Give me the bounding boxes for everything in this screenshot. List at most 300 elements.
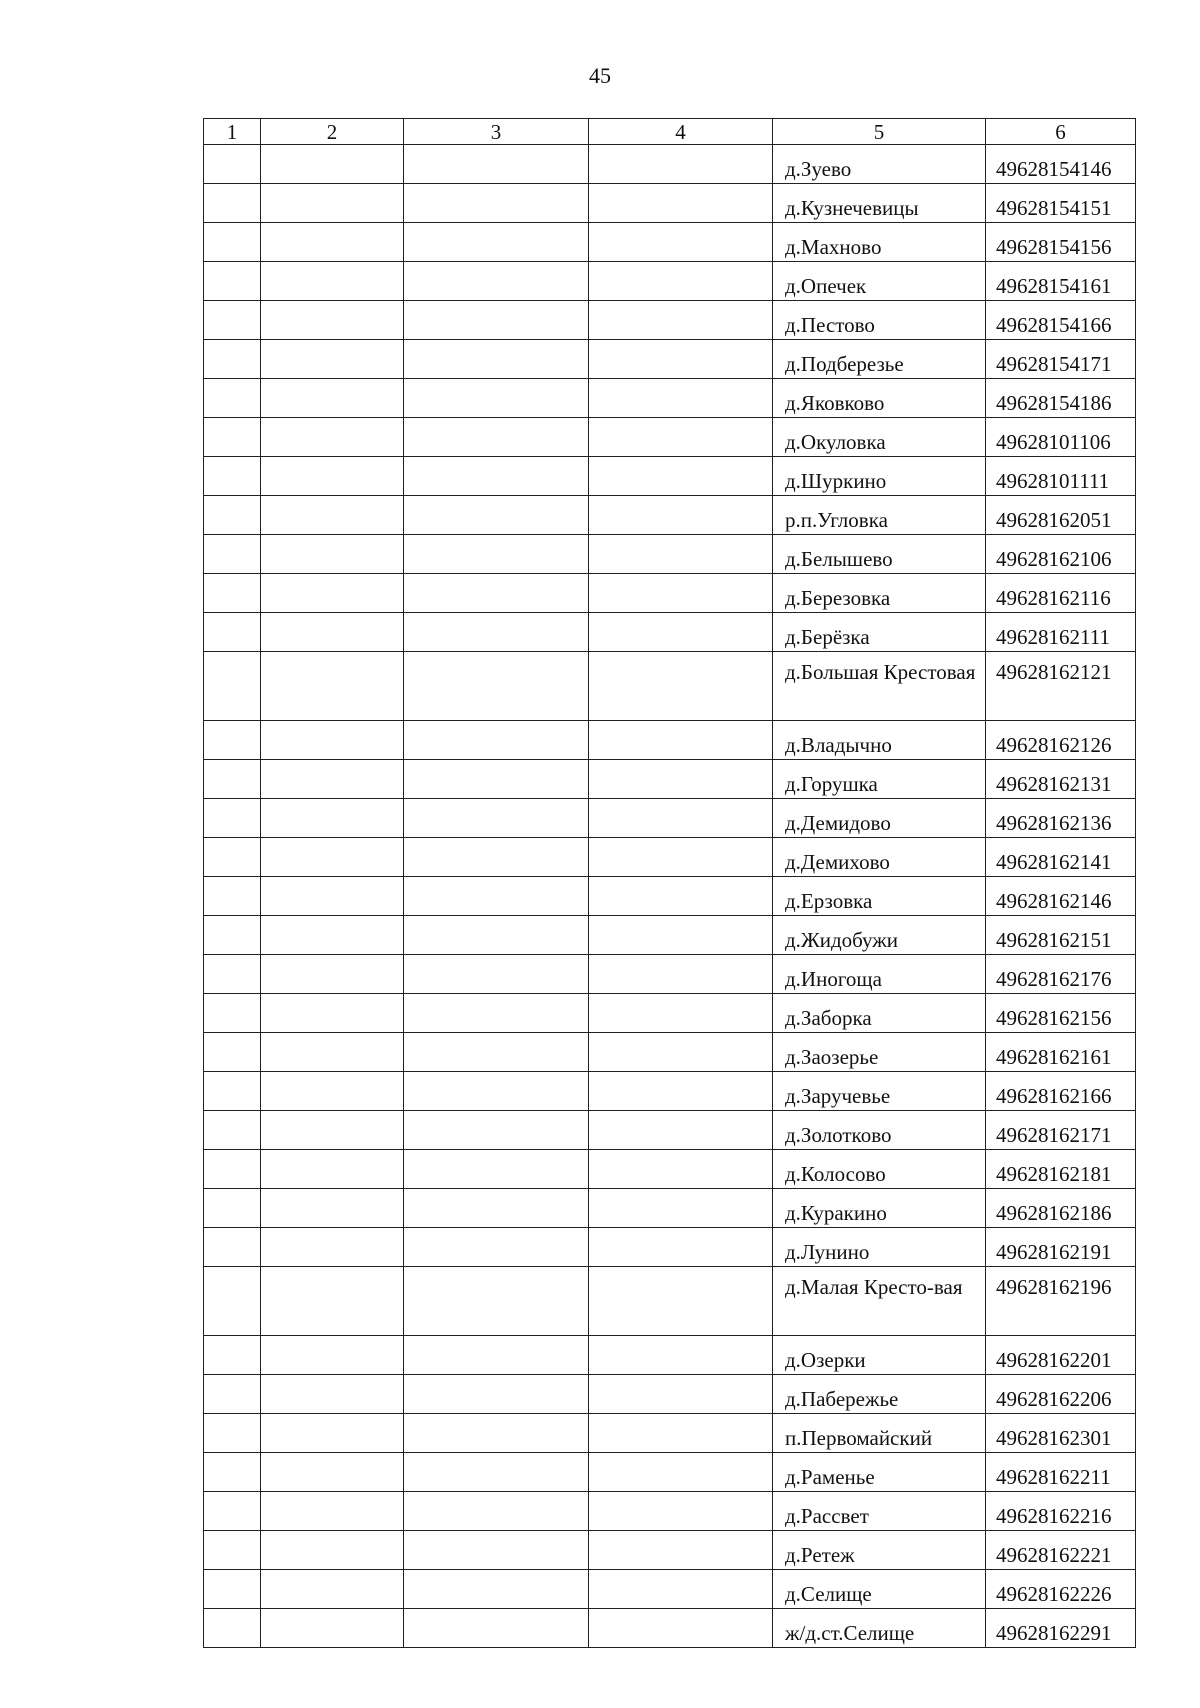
settlement-name: ж/д.ст.Селище: [785, 1621, 915, 1645]
oktmo-code: 49628162106: [996, 547, 1112, 571]
oktmo-code-cell: [986, 1228, 1136, 1267]
settlement-name-cell: [773, 799, 986, 838]
empty-cell-col-3: [404, 613, 589, 652]
oktmo-code-cell: [986, 184, 1136, 223]
empty-cell-col-1: [204, 1375, 261, 1414]
empty-cell-col-2: [261, 1111, 404, 1150]
empty-cell-col-3: [404, 1150, 589, 1189]
settlement-name: д.Окуловка: [785, 430, 886, 454]
empty-cell-col-4: [589, 535, 773, 574]
settlement-name-cell: [773, 1111, 986, 1150]
empty-cell-col-4: [589, 955, 773, 994]
empty-cell-col-3: [404, 496, 589, 535]
empty-cell-col-4: [589, 1375, 773, 1414]
empty-cell-col-1: [204, 145, 261, 184]
empty-cell-col-4: [589, 760, 773, 799]
oktmo-code-cell: [986, 877, 1136, 916]
table-row: [204, 1033, 1136, 1072]
empty-cell-col-3: [404, 1111, 589, 1150]
table-row: [204, 1531, 1136, 1570]
settlement-name-cell: [773, 262, 986, 301]
empty-cell-col-2: [261, 1570, 404, 1609]
empty-cell-col-2: [261, 955, 404, 994]
empty-cell-col-1: [204, 916, 261, 955]
empty-cell-col-1: [204, 613, 261, 652]
empty-cell-col-2: [261, 1228, 404, 1267]
settlement-name-cell: [773, 574, 986, 613]
empty-cell-col-4: [589, 340, 773, 379]
empty-cell-col-3: [404, 1033, 589, 1072]
empty-cell-col-1: [204, 652, 261, 721]
empty-cell-col-3: [404, 1609, 589, 1648]
settlement-name: д.Ерзовка: [785, 889, 873, 913]
empty-cell-col-4: [589, 496, 773, 535]
table-row: [204, 1492, 1136, 1531]
settlement-name-cell: [773, 1189, 986, 1228]
empty-cell-col-3: [404, 145, 589, 184]
empty-cell-col-2: [261, 838, 404, 877]
column-header-2: 2: [261, 119, 404, 145]
empty-cell-col-3: [404, 1531, 589, 1570]
empty-cell-col-3: [404, 1336, 589, 1375]
empty-cell-col-1: [204, 301, 261, 340]
table-row: [204, 1414, 1136, 1453]
table-row: [204, 535, 1136, 574]
table-row: [204, 1189, 1136, 1228]
settlement-name: д.Раменье: [785, 1465, 875, 1489]
empty-cell-col-2: [261, 457, 404, 496]
empty-cell-col-2: [261, 799, 404, 838]
empty-cell-col-1: [204, 340, 261, 379]
oktmo-code-cell: [986, 1072, 1136, 1111]
settlement-name: п.Первомайский: [785, 1426, 933, 1450]
empty-cell-col-4: [589, 652, 773, 721]
oktmo-code: 49628162206: [996, 1387, 1112, 1411]
settlement-name: д.Кузнечевицы: [785, 196, 919, 220]
page-number: 45: [589, 63, 611, 88]
empty-cell-col-2: [261, 340, 404, 379]
table-row: [204, 721, 1136, 760]
oktmo-code-cell: [986, 262, 1136, 301]
column-header-4: 4: [589, 119, 773, 145]
empty-cell-col-4: [589, 1453, 773, 1492]
empty-cell-col-4: [589, 1033, 773, 1072]
settlement-name: д.Берёзка: [785, 625, 870, 649]
oktmo-code-cell: [986, 994, 1136, 1033]
empty-cell-col-3: [404, 574, 589, 613]
empty-cell-col-4: [589, 574, 773, 613]
table-row: [204, 994, 1136, 1033]
empty-cell-col-3: [404, 877, 589, 916]
oktmo-code: 49628101106: [996, 430, 1111, 454]
empty-cell-col-3: [404, 418, 589, 457]
settlement-name-cell: [773, 1033, 986, 1072]
table-row: [204, 457, 1136, 496]
settlement-name-cell: [773, 535, 986, 574]
empty-cell-col-2: [261, 613, 404, 652]
oktmo-code: 49628162166: [996, 1084, 1112, 1108]
oktmo-code-cell: [986, 379, 1136, 418]
empty-cell-col-2: [261, 262, 404, 301]
table-row: [204, 1609, 1136, 1648]
empty-cell-col-2: [261, 1609, 404, 1648]
oktmo-code-cell: [986, 1453, 1136, 1492]
oktmo-code: 49628154151: [996, 196, 1112, 220]
empty-cell-col-2: [261, 1189, 404, 1228]
empty-cell-col-2: [261, 145, 404, 184]
settlement-name: д.Пабережье: [785, 1387, 899, 1411]
empty-cell-col-2: [261, 1072, 404, 1111]
settlement-name-cell: [773, 838, 986, 877]
empty-cell-col-3: [404, 994, 589, 1033]
empty-cell-col-4: [589, 877, 773, 916]
settlement-name-cell: [773, 184, 986, 223]
settlement-name-cell: [773, 721, 986, 760]
empty-cell-col-4: [589, 1531, 773, 1570]
empty-cell-col-4: [589, 457, 773, 496]
table-row: [204, 613, 1136, 652]
oktmo-code: 49628162221: [996, 1543, 1112, 1567]
settlement-name-cell: [773, 1570, 986, 1609]
empty-cell-col-3: [404, 1453, 589, 1492]
settlement-name: д.Демихово: [785, 850, 890, 874]
empty-cell-col-1: [204, 1414, 261, 1453]
empty-cell-col-2: [261, 652, 404, 721]
settlement-name: д.Озерки: [785, 1348, 866, 1372]
settlement-name-cell: [773, 340, 986, 379]
empty-cell-col-2: [261, 379, 404, 418]
empty-cell-col-1: [204, 1570, 261, 1609]
table-row: [204, 379, 1136, 418]
oktmo-code-cell: [986, 838, 1136, 877]
empty-cell-col-2: [261, 721, 404, 760]
empty-cell-col-2: [261, 877, 404, 916]
empty-cell-col-2: [261, 574, 404, 613]
empty-cell-col-3: [404, 838, 589, 877]
empty-cell-col-1: [204, 1111, 261, 1150]
empty-cell-col-1: [204, 1609, 261, 1648]
oktmo-code-cell: [986, 721, 1136, 760]
empty-cell-col-1: [204, 877, 261, 916]
table-row: [204, 838, 1136, 877]
table-row: [204, 652, 1136, 721]
empty-cell-col-1: [204, 1189, 261, 1228]
settlement-name: д.Рассвет: [785, 1504, 869, 1528]
table-row: [204, 1375, 1136, 1414]
table-row: [204, 1072, 1136, 1111]
oktmo-code: 49628162211: [996, 1465, 1111, 1489]
settlement-name: д.Горушка: [785, 772, 878, 796]
settlement-name-cell: [773, 1267, 986, 1336]
settlement-name: д.Малая Кресто-вая: [785, 1275, 963, 1299]
oktmo-code: 49628162226: [996, 1582, 1112, 1606]
empty-cell-col-3: [404, 1072, 589, 1111]
table-header-row: [204, 119, 1136, 145]
oktmo-code-cell: [986, 496, 1136, 535]
oktmo-code-cell: [986, 1033, 1136, 1072]
empty-cell-col-4: [589, 799, 773, 838]
table-row: [204, 916, 1136, 955]
empty-cell-col-2: [261, 535, 404, 574]
empty-cell-col-4: [589, 1189, 773, 1228]
oktmo-code-cell: [986, 145, 1136, 184]
oktmo-code-cell: [986, 1492, 1136, 1531]
table-row: [204, 1267, 1136, 1336]
empty-cell-col-4: [589, 223, 773, 262]
empty-cell-col-4: [589, 1267, 773, 1336]
settlement-name: д.Шуркино: [785, 469, 887, 493]
oktmo-code: 49628154146: [996, 157, 1112, 181]
oktmo-code: 49628162141: [996, 850, 1112, 874]
oktmo-code-cell: [986, 340, 1136, 379]
empty-cell-col-1: [204, 1072, 261, 1111]
empty-cell-col-4: [589, 379, 773, 418]
oktmo-code: 49628162136: [996, 811, 1112, 835]
oktmo-code-cell: [986, 574, 1136, 613]
oktmo-code: 49628154166: [996, 313, 1112, 337]
empty-cell-col-2: [261, 1414, 404, 1453]
empty-cell-col-4: [589, 916, 773, 955]
oktmo-code-cell: [986, 457, 1136, 496]
table-row: [204, 574, 1136, 613]
table-row: [204, 955, 1136, 994]
oktmo-code: 49628162111: [996, 625, 1110, 649]
settlement-name: д.Заручевье: [785, 1084, 891, 1108]
empty-cell-col-4: [589, 184, 773, 223]
oktmo-code-cell: [986, 916, 1136, 955]
oktmo-code: 49628162156: [996, 1006, 1112, 1030]
settlement-name-cell: [773, 916, 986, 955]
settlement-name-cell: [773, 1414, 986, 1453]
empty-cell-col-3: [404, 1189, 589, 1228]
settlement-name: д.Белышево: [785, 547, 893, 571]
oktmo-code: 49628162291: [996, 1621, 1112, 1645]
table-row: [204, 262, 1136, 301]
table-row: [204, 418, 1136, 457]
settlement-name-cell: [773, 613, 986, 652]
empty-cell-col-2: [261, 1150, 404, 1189]
empty-cell-col-4: [589, 613, 773, 652]
settlement-name: д.Лунино: [785, 1240, 870, 1264]
empty-cell-col-1: [204, 379, 261, 418]
table-body: [204, 145, 1136, 1648]
empty-cell-col-4: [589, 838, 773, 877]
oktmo-code-cell: [986, 1570, 1136, 1609]
oktmo-code: 49628162176: [996, 967, 1112, 991]
table-row: [204, 1111, 1136, 1150]
settlements-table: [203, 118, 1136, 1648]
empty-cell-col-3: [404, 1570, 589, 1609]
empty-cell-col-4: [589, 1336, 773, 1375]
empty-cell-col-1: [204, 1531, 261, 1570]
settlement-name-cell: [773, 1609, 986, 1648]
empty-cell-col-3: [404, 301, 589, 340]
settlement-name: д.Селище: [785, 1582, 872, 1606]
oktmo-code-cell: [986, 1189, 1136, 1228]
empty-cell-col-3: [404, 184, 589, 223]
empty-cell-col-2: [261, 1375, 404, 1414]
oktmo-code: 49628162216: [996, 1504, 1112, 1528]
oktmo-code: 49628162146: [996, 889, 1112, 913]
settlement-name: д.Владычно: [785, 733, 892, 757]
settlement-name: д.Жидобужи: [785, 928, 899, 952]
settlement-name: д.Пестово: [785, 313, 875, 337]
empty-cell-col-4: [589, 262, 773, 301]
empty-cell-col-3: [404, 1414, 589, 1453]
settlement-name-cell: [773, 877, 986, 916]
table-row: [204, 1453, 1136, 1492]
oktmo-code: 49628162301: [996, 1426, 1112, 1450]
empty-cell-col-4: [589, 1414, 773, 1453]
table-row: [204, 145, 1136, 184]
settlement-name-cell: [773, 652, 986, 721]
empty-cell-col-3: [404, 652, 589, 721]
table-row: [204, 223, 1136, 262]
oktmo-code-cell: [986, 301, 1136, 340]
empty-cell-col-2: [261, 1531, 404, 1570]
empty-cell-col-2: [261, 1033, 404, 1072]
empty-cell-col-2: [261, 760, 404, 799]
table-row: [204, 1150, 1136, 1189]
empty-cell-col-4: [589, 1609, 773, 1648]
empty-cell-col-1: [204, 1267, 261, 1336]
settlement-name-cell: [773, 1072, 986, 1111]
empty-cell-col-3: [404, 457, 589, 496]
settlement-name: д.Яковково: [785, 391, 885, 415]
oktmo-code-cell: [986, 1609, 1136, 1648]
oktmo-code-cell: [986, 613, 1136, 652]
oktmo-code-cell: [986, 418, 1136, 457]
empty-cell-col-2: [261, 916, 404, 955]
settlement-name-cell: [773, 496, 986, 535]
table-row: [204, 1228, 1136, 1267]
empty-cell-col-1: [204, 1228, 261, 1267]
empty-cell-col-2: [261, 496, 404, 535]
empty-cell-col-1: [204, 760, 261, 799]
empty-cell-col-3: [404, 1375, 589, 1414]
empty-cell-col-3: [404, 379, 589, 418]
empty-cell-col-4: [589, 721, 773, 760]
empty-cell-col-3: [404, 535, 589, 574]
table-row: [204, 877, 1136, 916]
oktmo-code: 49628162116: [996, 586, 1111, 610]
table-row: [204, 184, 1136, 223]
empty-cell-col-4: [589, 1570, 773, 1609]
empty-cell-col-3: [404, 262, 589, 301]
oktmo-code: 49628162186: [996, 1201, 1112, 1225]
empty-cell-col-1: [204, 994, 261, 1033]
empty-cell-col-1: [204, 457, 261, 496]
settlement-name-cell: [773, 1150, 986, 1189]
empty-cell-col-4: [589, 1228, 773, 1267]
settlement-name: д.Большая Крестовая: [785, 660, 976, 684]
oktmo-code: 49628162121: [996, 660, 1112, 684]
oktmo-code-cell: [986, 535, 1136, 574]
settlement-name-cell: [773, 145, 986, 184]
empty-cell-col-4: [589, 1150, 773, 1189]
settlement-name: д.Колосово: [785, 1162, 886, 1186]
oktmo-code-cell: [986, 1414, 1136, 1453]
empty-cell-col-1: [204, 1336, 261, 1375]
oktmo-code: 49628162151: [996, 928, 1112, 952]
settlement-name-cell: [773, 1492, 986, 1531]
empty-cell-col-1: [204, 1033, 261, 1072]
oktmo-code: 49628154161: [996, 274, 1112, 298]
empty-cell-col-1: [204, 418, 261, 457]
oktmo-code: 49628162171: [996, 1123, 1112, 1147]
empty-cell-col-4: [589, 1492, 773, 1531]
settlement-name: д.Подберезье: [785, 352, 904, 376]
empty-cell-col-2: [261, 301, 404, 340]
empty-cell-col-1: [204, 1453, 261, 1492]
oktmo-code-cell: [986, 1111, 1136, 1150]
settlement-name-cell: [773, 1375, 986, 1414]
oktmo-code: 49628162196: [996, 1275, 1112, 1299]
empty-cell-col-1: [204, 535, 261, 574]
settlement-name: д.Куракино: [785, 1201, 887, 1225]
oktmo-code: 49628154156: [996, 235, 1112, 259]
empty-cell-col-4: [589, 301, 773, 340]
empty-cell-col-2: [261, 1492, 404, 1531]
settlement-name: д.Золотково: [785, 1123, 892, 1147]
settlement-name: д.Махново: [785, 235, 882, 259]
table-row: [204, 1336, 1136, 1375]
oktmo-code-cell: [986, 799, 1136, 838]
empty-cell-col-4: [589, 1072, 773, 1111]
oktmo-code: 49628154171: [996, 352, 1112, 376]
empty-cell-col-2: [261, 184, 404, 223]
empty-cell-col-4: [589, 1111, 773, 1150]
empty-cell-col-1: [204, 955, 261, 994]
settlement-name-cell: [773, 301, 986, 340]
empty-cell-col-1: [204, 1492, 261, 1531]
empty-cell-col-2: [261, 223, 404, 262]
oktmo-code-cell: [986, 652, 1136, 721]
table-row: [204, 1570, 1136, 1609]
oktmo-code-cell: [986, 1336, 1136, 1375]
settlement-name: д.Заборка: [785, 1006, 872, 1030]
empty-cell-col-2: [261, 1336, 404, 1375]
empty-cell-col-1: [204, 223, 261, 262]
table-row: [204, 760, 1136, 799]
oktmo-code: 49628162051: [996, 508, 1112, 532]
empty-cell-col-2: [261, 1267, 404, 1336]
empty-cell-col-3: [404, 955, 589, 994]
oktmo-code-cell: [986, 1375, 1136, 1414]
oktmo-code-cell: [986, 223, 1136, 262]
empty-cell-col-1: [204, 574, 261, 613]
settlement-name-cell: [773, 418, 986, 457]
empty-cell-col-4: [589, 145, 773, 184]
table-row: [204, 340, 1136, 379]
empty-cell-col-3: [404, 340, 589, 379]
column-header-1: 1: [204, 119, 261, 145]
oktmo-code: 49628154186: [996, 391, 1112, 415]
oktmo-code-cell: [986, 1531, 1136, 1570]
oktmo-code-cell: [986, 955, 1136, 994]
empty-cell-col-3: [404, 799, 589, 838]
oktmo-code-cell: [986, 1150, 1136, 1189]
settlement-name-cell: [773, 994, 986, 1033]
empty-cell-col-3: [404, 223, 589, 262]
empty-cell-col-3: [404, 1492, 589, 1531]
empty-cell-col-2: [261, 994, 404, 1033]
empty-cell-col-4: [589, 418, 773, 457]
settlement-name-cell: [773, 760, 986, 799]
settlement-name: д.Опечек: [785, 274, 867, 298]
empty-cell-col-2: [261, 418, 404, 457]
empty-cell-col-3: [404, 721, 589, 760]
